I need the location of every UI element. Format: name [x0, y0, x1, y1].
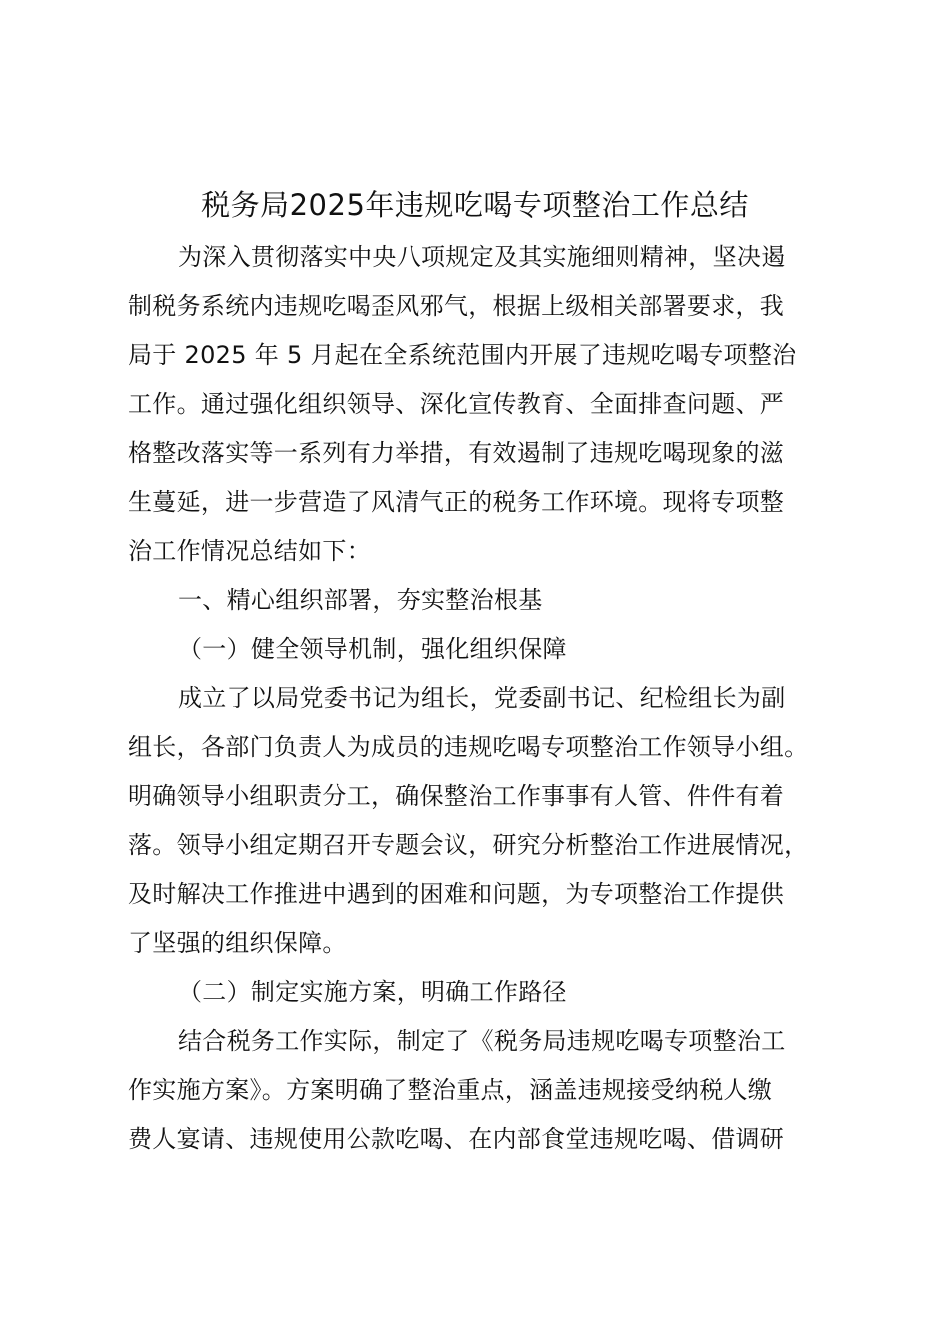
paragraph-line: 结合税务工作实际，制定了《税务局违规吃喝专项整治工 [178, 1027, 786, 1055]
paragraph-line: 制税务系统内违规吃喝歪风邪气，根据上级相关部署要求，我 [128, 292, 785, 320]
paragraph-line: 及时解决工作推进中遇到的困难和问题，为专项整治工作提供 [128, 880, 785, 908]
paragraph-line: 工作。通过强化组织领导、深化宣传教育、全面排查问题、严 [128, 390, 785, 418]
section-heading: 一、精心组织部署，夯实整治根基 [178, 586, 543, 614]
paragraph-line: 作实施方案》。方案明确了整治重点，涵盖违规接受纳税人缴 [128, 1076, 773, 1104]
paragraph-line: 明确领导小组职责分工，确保整治工作事事有人管、件件有着 [128, 782, 785, 810]
paragraph-line: 组长，各部门负责人为成员的违规吃喝专项整治工作领导小组。 [128, 733, 809, 761]
paragraph-line: 为深入贯彻落实中央八项规定及其实施细则精神，坚决遏 [178, 243, 786, 271]
paragraph-line: 生蔓延，进一步营造了风清气正的税务工作环境。现将专项整 [128, 488, 785, 516]
subsection-heading: （一）健全领导机制，强化组织保障 [178, 635, 567, 663]
paragraph-line: 费人宴请、违规使用公款吃喝、在内部食堂违规吃喝、借调研 [128, 1125, 785, 1153]
paragraph-line: 局于 2025 年 5 月起在全系统范围内开展了违规吃喝专项整治 [128, 341, 797, 369]
paragraph-line: 落。领导小组定期召开专题会议，研究分析整治工作进展情况， [128, 831, 809, 859]
paragraph-line: 格整改落实等一系列有力举措，有效遏制了违规吃喝现象的滋 [128, 439, 785, 467]
document-body [128, 233, 838, 1164]
document-title: 税务局2025年违规吃喝专项整治工作总结 [201, 188, 749, 222]
subsection-heading: （二）制定实施方案，明确工作路径 [178, 978, 567, 1006]
paragraph-line: 治工作情况总结如下： [128, 537, 371, 565]
paragraph-line: 了坚强的组织保障。 [128, 929, 347, 957]
paragraph-line: 成立了以局党委书记为组长，党委副书记、纪检组长为副 [178, 684, 786, 712]
